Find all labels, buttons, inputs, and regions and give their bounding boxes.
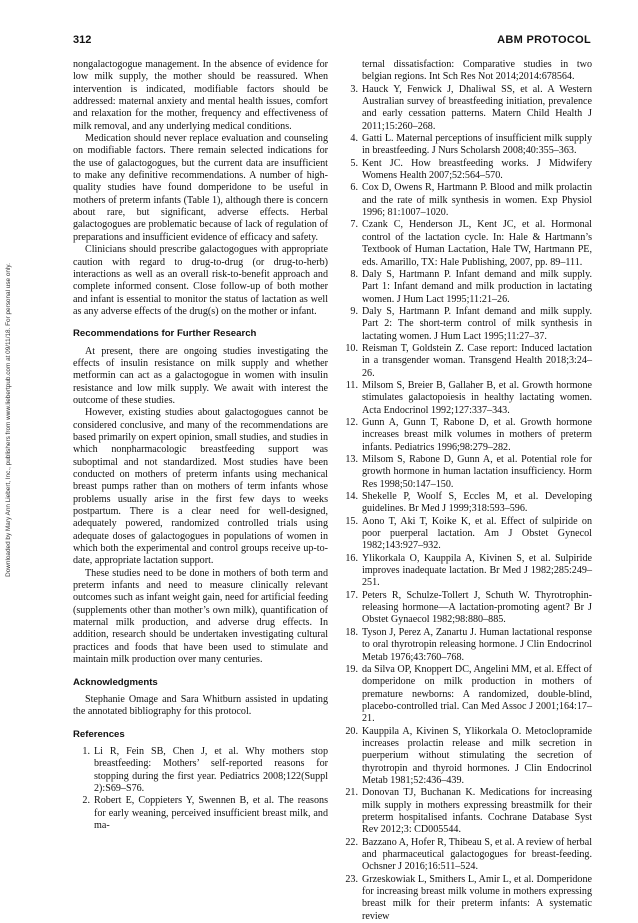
running-title: ABM PROTOCOL [497, 34, 591, 46]
reference-number: 7. [350, 219, 358, 231]
reference-text: Bazzano A, Hofer R, Thibeau S, et al. A review of herbal and pharmaceutical galactogogues for breast-feeding. Ochsner J 2016;16:511–524. [362, 836, 592, 873]
reference-text: Li R, Fein SB, Chen J, et al. Why mothers stop breastfeeding: Mothers’ self-reported reasons for stopping during the first year. Pediatrics 2008;122(Suppl 2):S69–S76. [94, 745, 328, 794]
body-paragraph: These studies need to be done in mothers of both term and preterm infants and need to measure clinically relevant outcomes such as infant weight gain, need for artificial feeding (supplements other than mother’s own milk), quantification of maternal milk production, and adverse drug effects. In addition, research should be undertaken investigating cultural practices and foods that have been used to stimulate and maintain milk production over many centuries. [73, 567, 328, 666]
reference-item [341, 380, 592, 417]
reference-number: 1. [82, 745, 90, 757]
reference-text: Hauck Y, Fenwick J, Dhaliwal SS, et al. A Western Australian survey of breastfeeding initiation, prevalence and early cessation patterns. Matern Child Health J 2011;15:260–268. [362, 83, 592, 132]
reference-item [341, 837, 592, 874]
reference-text: Tyson J, Perez A, Zanartu J. Human lactational response to oral thyrotropin releasing hormone. J Clin Endocrinol Metab 1976;43:760–768. [362, 626, 592, 663]
reference-item [73, 795, 328, 832]
reference-item [341, 627, 592, 664]
body-paragraph: Medication should never replace evaluation and counseling on modifiable factors. There remain selected indications for the use of galactogogues, but the current data are insufficient to make any definitive recommendations. A number of high-quality studies have found domperidone to be useful in mothers of preterm infants (Table 1), although there is concern about rare, but significant, adverse effects. Herbal galactogogues are problematic because of lack of regulation of preparations and insufficient evidence of efficacy and safety. [73, 133, 328, 243]
reference-item [341, 158, 592, 183]
reference-item [341, 787, 592, 836]
reference-text: Cox D, Owens R, Hartmann P. Blood and milk prolactin and the rate of milk synthesis in women. Exp Physiol 1996; 81:1007–1020. [362, 182, 592, 219]
body-paragraph: nongalactogogue management. In the absence of evidence for low milk supply, the mother should be reassured. When intervention is indicated, modifiable factors should be addressed: maternal anxiety and mental health issues, comfort and relaxation for the mother, frequency and effectiveness of milk removal, and any underlying medical conditions. [73, 59, 328, 132]
reference-text: Grzeskowiak L, Smithers L, Amir L, et al. Domperidone for increasing breast milk volume in mothers expressing breast milk for their preterm infants: A systematic review [362, 873, 592, 922]
right-column [341, 59, 592, 923]
body-paragraph: At present, there are ongoing studies investigating the effects of insulin resistance on milk supply and whether metformin can act as a galactogogue in women with insulin resistance and low milk supply. We await with interest the outcome of these studies. [73, 345, 328, 406]
reference-text: Reisman T, Goldstein Z. Case report: Induced lactation in a transgender woman. Transgend Health 2018;3:24–26. [362, 342, 592, 379]
reference-text: ternal dissatisfaction: Comparative studies in two belgian regions. Int Sch Res Not 2014;2014:678564. [362, 59, 592, 83]
reference-number: 23. [345, 873, 358, 885]
reference-text: Gatti L. Maternal perceptions of insufficient milk supply in breastfeeding. J Nurs Scholarsh 2008;40:355–363. [362, 133, 592, 157]
reference-text: Peters R, Schulze-Tollert J, Schuth W. Thyrotrophin-releasing hormone—A lactation-promoting agent? Br J Obstet Gynaecol 1982;98:880–885. [362, 589, 592, 626]
reference-number: 21. [345, 787, 358, 799]
reference-number: 12. [345, 416, 358, 428]
reference-text: Aono T, Aki T, Koike K, et al. Effect of sulpiride on poor puerperal lactation. Am J Obstet Gynecol 1982;143:927–932. [362, 515, 592, 552]
reference-number: 6. [350, 182, 358, 194]
reference-item [341, 133, 592, 158]
reference-text: Czank C, Henderson JL, Kent JC, et al. Hormonal control of the lactation cycle. In: Hale & Hartmann’s Textbook of Human Lactation, Hale TW, Hartmann PE, eds. Amarillo, TX: Hale Publishing, 2007, pp. 89–111. [362, 219, 592, 268]
body-paragraph: Clinicians should prescribe galactogogues with appropriate caution with regard to drug-to-drug (or drug-to-herb) interactions as well as an overall risk-to-benefit approach and complete informed consent. Close follow-up of both mother and infant is essential to monitor the status of lactation as well as any adverse effects of the drug(s) on the mother or infant. [73, 244, 328, 317]
reference-item [341, 590, 592, 627]
reference-text: Gunn A, Gunn T, Rabone D, et al. Growth hormone increases breast milk volumes in mothers of preterm infants. Pediatrics 1996;98:279–282. [362, 416, 592, 453]
reference-text: Kauppila A, Kivinen S, Ylikorkala O. Metoclopramide increases prolactin release and milk secretion in puerperium without stimulating the secretion of thyrotropin and thyroid hormones. J Clin Endocrinol Metab 1981;52:436–439. [362, 725, 592, 786]
section-heading-research: Recommendations for Further Research [73, 328, 257, 340]
reference-number: 3. [350, 83, 358, 95]
reference-number: 9. [350, 305, 358, 317]
reference-number: 8. [350, 268, 358, 280]
reference-number: 14. [345, 491, 358, 503]
reference-item [341, 269, 592, 306]
reference-item [341, 84, 592, 133]
reference-item [73, 746, 328, 795]
reference-item [341, 343, 592, 380]
reference-number: 16. [345, 552, 358, 564]
reference-item [341, 417, 592, 454]
reference-number: 5. [350, 157, 358, 169]
reference-number: 2. [82, 795, 90, 807]
reference-item [341, 306, 592, 343]
acknowledgments-text: Stephanie Omage and Sara Whitburn assisted in updating the annotated bibliography for this protocol. [73, 693, 328, 718]
reference-text: da Silva OP, Knoppert DC, Angelini MM, et al. Effect of domperidone on milk production in mothers of premature newborns: A randomized, double-blind, placebo-controlled trial. Can Med Assoc J 2001;164:17–21. [362, 663, 592, 725]
reference-continuation [341, 59, 592, 84]
reference-item [341, 454, 592, 491]
reference-item [341, 664, 592, 726]
left-column [73, 59, 328, 832]
reference-item [341, 182, 592, 219]
reference-item [341, 219, 592, 268]
reference-text: Daly S, Hartmann P. Infant demand and milk supply. Part 2: The short-term control of milk synthesis in lactating women. J Hum Lact 1995;11:27–37. [362, 305, 592, 342]
reference-item [341, 874, 592, 923]
reference-item [341, 726, 592, 788]
reference-list [341, 84, 592, 923]
reference-number: 4. [350, 133, 358, 145]
reference-number: 15. [345, 515, 358, 527]
reference-text: Ylikorkala O, Kauppila A, Kivinen S, et al. Sulpiride improves inadequate lactation. Br Med J 1982;285:249–251. [362, 552, 592, 589]
reference-number: 18. [345, 626, 358, 638]
reference-text: Daly S, Hartmann P. Infant demand and milk supply. Part 1: Infant demand and milk production in lactating women. J Hum Lact 1995;11:21–26. [362, 268, 592, 305]
section-heading-acknowledgments: Acknowledgments [73, 676, 158, 688]
page-header [73, 34, 591, 50]
reference-text: Milsom S, Breier B, Gallaher B, et al. Growth hormone stimulates galactopoiesis in healthy lactating women. Acta Endocrinol 1992;127:337–343. [362, 379, 592, 416]
reference-item [341, 491, 592, 516]
reference-text: Robert E, Coppieters Y, Swennen B, et al. The reasons for early weaning, perceived insufficient breast milk, and ma- [94, 795, 328, 831]
page-number: 312 [73, 34, 92, 46]
download-notice: Downloaded by Mary Ann Liebert, Inc., publishers from www.liebertpub.com at 09/11/18. For personal use only. [5, 263, 12, 577]
reference-number: 13. [345, 454, 358, 465]
section-heading-references: References [73, 728, 125, 740]
reference-number: 11. [345, 379, 358, 391]
reference-text: Kent JC. How breastfeeding works. J Midwifery Womens Health 2007;52:564–570. [362, 157, 592, 182]
body-paragraph: However, existing studies about galactogogues cannot be considered conclusive, and many of the recommendations are based primarily on expert opinion, small studies, and studies in which nonpharmacologic breastfeeding support was suboptimal and not standardized. Most studies have been conducted on mothers of preterm infants using mechanical breast pumps rather than on mothers of term infants whose problems usually arise in the first few days to weeks postpartum. There is a clear need for well-designed, adequately powered, randomized controlled trials using adequate doses of galactogogues in populations of women in which both the experimental and control groups receive up-to-date, appropriate lactation support. [73, 407, 328, 567]
reference-text: Milsom S, Rabone D, Gunn A, et al. Potential role for growth hormone in human lactation insufficiency. Horm Res 1998;50:147–150. [362, 454, 592, 490]
reference-list [73, 746, 328, 832]
reference-number: 20. [345, 725, 358, 737]
reference-number: 10. [345, 342, 358, 354]
reference-text: Shekelle P, Woolf S, Eccles M, et al. Developing guidelines. Br Med J 1999;318:593–596. [362, 491, 592, 515]
reference-number: 22. [345, 836, 358, 848]
reference-text: Donovan TJ, Buchanan K. Medications for increasing milk supply in mothers expressing breastmilk for their preterm hospitalised infants. Cochrane Database Syst Rev 2012;3: CD005544. [362, 787, 592, 836]
reference-number: 19. [345, 663, 358, 675]
reference-item [341, 553, 592, 590]
reference-number: 17. [345, 589, 358, 601]
reference-item [341, 516, 592, 553]
